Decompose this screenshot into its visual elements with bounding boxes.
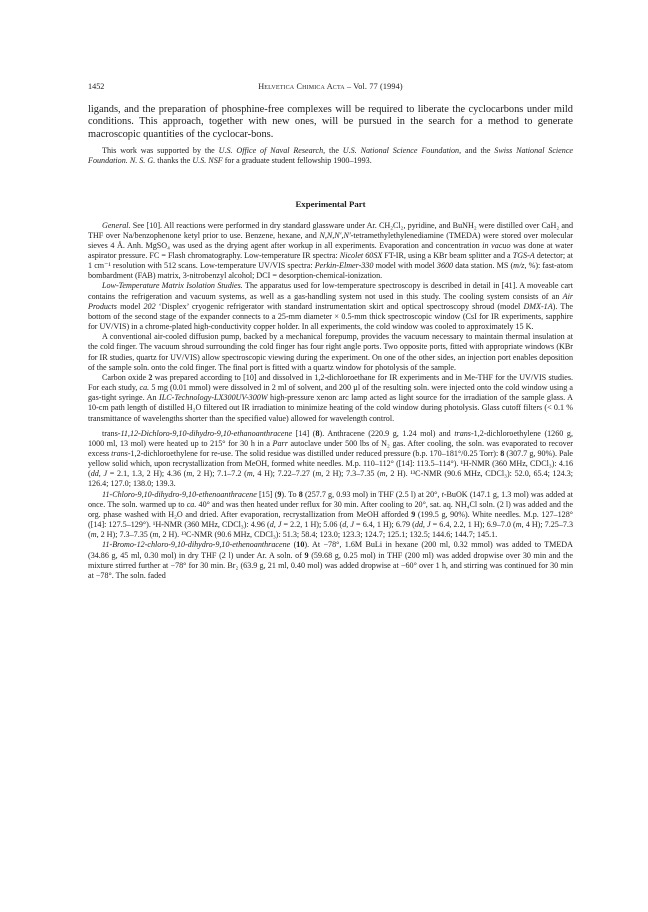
diffusion-pump-paragraph: A conventional air-cooled diffusion pump, backed by a mechanical forepump, provides the vacuum necessary to maintain thermal insulation at the cold finger. The vacuum shroud surrounding the cold finger has four right angle ports. Two opposite ports, fitted with appropriate windows (KBr for IR studies, quartz for UV/VIS) allow spectroscopic viewing during the experiment. On one of the other sides, an injection port enables deposition of the sample soln. onto the cold finger. The final port is fitted with a quartz window for photolysis of the sample. xyxy=(88,332,573,372)
journal-page xyxy=(88,82,573,581)
carbon-oxide-paragraph: Carbon oxide 2 was prepared according to [10] and dissolved in 1,2-dichloroethane for IR experiments and in Me-THF for the UV/VIS studies. For each study, ca. 5 mg (0.01 mmol) were dissolved in 2 ml of solvent, and 200 µl of the resulting soln. were injected onto the cold window using a gas-tight syringe. An ILC-Technology-LX300UV-300W high-pressure xenon arc lamp acted as light source for the irradiation of the sample glass. A 10-cm path length of distilled H₂O filtered out IR irradiation to minimize heating of the cold window during photolysis. Glass cutoff filters (< 0.1 % transmittance of wavelengths shorter than the specified value) allowed for wavelength control. xyxy=(88,372,573,423)
journal-name: Helvetica Chimica Acta xyxy=(258,82,345,91)
lead-paragraph: ligands, and the preparation of phosphine-free complexes will be required to liberate the cyclocarbons under mild conditions. This approach, together with new ones, will be pursued in the search for a method to generate macroscopic quantities of the cyclocar-bons. xyxy=(88,104,573,140)
general-paragraph: General. See [10]. All reactions were performed in dry standard glassware under Ar. CH₂Cl₂, pyridine, and BuNH₂ were distilled over CaH₂ and THF over Na/benzophenone ketyl prior to use. Benzene, hexane, and N,N,N′,N′-tetramethylethylenediamine (TMEDA) were stored over molecular sieves 4 Å. Anh. MgSO₄ was used as the drying agent after workup in all experiments. Evaporation and concentration in vacuo was done at water aspirator pressure. FC = Flash chromatography. Low-temperature IR spectra: Nicolet 60SX FT-IR, using a KBr beam splitter and a TGS-A detector; at 1 cm⁻¹ resolution with 512 scans. Low-temperature UV/VIS spectra: Perkin-Elmer-330 model with model 3600 data station. MS (m/z, %): fast-atom bombardment (FAB) matrix, 3-nitrobenzyl alcohol; DCI = desorption-chemical-ionization. xyxy=(88,220,574,281)
acknowledgment: This work was supported by the U.S. Office of Naval Research, the U.S. National Science Foundation, and the Swiss National Science Foundation. N. S. G. thanks the U.S. NSF for a graduate student fellowship 1900–1993. xyxy=(88,146,574,166)
journal-citation xyxy=(88,82,573,91)
section-heading: Experimental Part xyxy=(295,198,366,209)
compound-10-paragraph: 11-Bromo-12-chloro-9,10-dihydro-9,10-ethenoanthracene (10). At −78°, 1.6M BuLi in hexane (200 ml, 0.32 mmol) was added to TMEDA (34.86 g, 45 ml, 0.30 mol) in dry THF (2 l) under Ar. A soln. of 9 (59.68 g, 0.25 mol) in THF (200 ml) was added dropwise over 30 min and the mixture stirred further at −78° for 30 min. Br₂ (63.9 g, 21 ml, 0.40 mol) was added dropwise at −60° over 1 h, and stirring was continued for 30 min at −78°. The soln. faded xyxy=(88,540,573,580)
matrix-isolation-paragraph: Low-Temperature Matrix Isolation Studies. The apparatus used for low-temperature spectroscopy is described in detail in [41]. A moveable cart contains the refrigeration and vacuum systems, as well as a gas-handling system not used in this study. The cooling system consists of an Air Products model 202 ‘Displex’ cryogenic refrigerator with standard instrumentation skirt and optical spectroscopy shroud (model DMX-1A). The bottom of the second stage of the expander connects to a 25-mm diameter × 0.5-mm thick spectroscopic window (CsI for IR experiments, sapphire for UV/VIS) in a chrome-plated high-conductivity copper holder. In all experiments, the cold window was cooled to approximately 15 K. xyxy=(88,281,573,332)
compound-9-paragraph: 11-Chloro-9,10-dihydro-9,10-ethenoanthracene [15] (9). To 8 (257.7 g, 0.93 mol) in THF (2.5 l) at 20°, t-BuOK (147.1 g, 1.3 mol) was added at once. The soln. warmed up to ca. 40° and was then heated under reflux for 30 min. After cooling to 20°, sat. aq. NH₄Cl soln. (2 l) was added and the org. phase washed with H₂O and dried. After evaporation, recrystallization from MeOH afforded 9 (199.5 g, 90%). White needles. M.p. 127–128° ([14]: 127.5–129°). ¹H-NMR (360 MHz, CDCl₃): 4.96 (d, J = 2.2, 1 H); 5.06 (d, J = 6.4, 1 H); 6.79 (dd, J = 6.4, 2.2, 1 H); 6.9–7.0 (m, 4 H); 7.25–7.3 (m, 2 H); 7.3–7.35 (m, 2 H). ¹³C-NMR (90.6 MHz, CDCl₃): 51.3; 58.4; 123.0; 123.3; 124.7; 125.1; 132.5; 144.6; 144.7; 145.1. xyxy=(88,489,574,540)
journal-volume: – Vol. 77 (1994) xyxy=(346,82,403,91)
compound-8-paragraph: trans-11,12-Dichloro-9,10-dihydro-9,10-ethanoanthracene [14] (8). Anthracene (220.9 g, 1.24 mol) and trans-1,2-dichloroethylene (1260 g, 1000 ml, 13 mol) were heated up to 215° for 30 h in a Parr autoclave under 500 lbs of N₂ gas. After cooling, the soln. was evaporated to recover excess trans-1,2-dichloroethylene for re-use. The solid residue was distilled under reduced pressure (b.p. 170–181°/0.25 Torr): 8 (307.7 g, 90%). Pale yellow solid which, upon recrystallization from MeOH, formed white needles. M.p. 110–112° ([14]: 113.5–114°). ¹H-NMR (360 MHz, CDCl₃): 4.16 (dd, J = 2.1, 1.3, 2 H); 4.36 (m, 2 H); 7.1–7.2 (m, 4 H); 7.22–7.27 (m, 2 H); 7.3–7.35 (m, 2 H). ¹³C-NMR (90.6 MHz, CDCl₃): 52.0, 65.4; 124.3; 126.4; 127.0; 138.0; 139.3. xyxy=(88,428,574,489)
running-header xyxy=(88,82,573,94)
page-number: 1452 xyxy=(88,82,105,91)
